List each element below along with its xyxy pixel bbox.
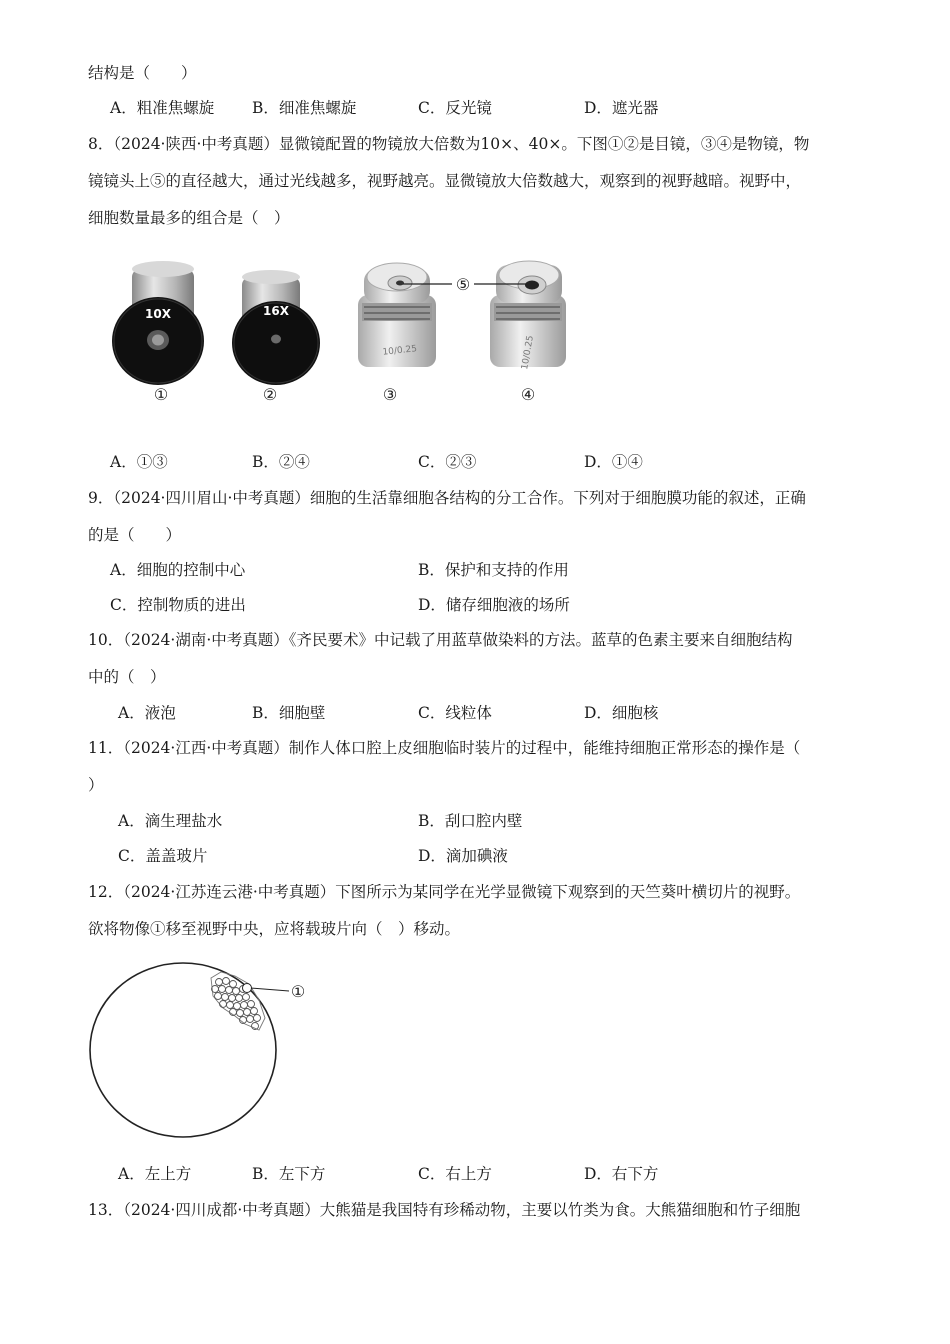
- microscope-field-of-view-figure: [85, 960, 325, 1145]
- q7-option-a[interactable]: A．粗准焦螺旋: [110, 99, 215, 117]
- eyepiece-16x: [232, 270, 320, 385]
- q9-stem-line1: 9．（2024·四川眉山·中考真题）细胞的生活靠细胞各结构的分工合作。下列对于细胞膜功能的叙述，正确: [88, 489, 806, 507]
- objective4-text: 10/0.25: [520, 334, 536, 371]
- q7-option-b[interactable]: B．细准焦螺旋: [252, 99, 357, 117]
- fig-label-target: ①: [290, 982, 306, 1001]
- q8-stem-line1: 8．（2024·陕西·中考真题）显微镜配置的物镜放大倍数为10×、40×。下图①②是目镜，③④是物镜，物: [88, 135, 810, 153]
- target-cell: [243, 984, 252, 993]
- q12-stem-line2: 欲将物像①移至视野中央，应将载玻片向（ ）移动。: [88, 920, 461, 938]
- fig-label-3: ③: [382, 385, 398, 404]
- microscope-lenses-figure: [100, 255, 580, 415]
- q13-stem-line1: 13．（2024·四川成都·中考真题）大熊猫是我国特有珍稀动物，主要以竹类为食。大熊猫细胞和竹子细胞: [88, 1201, 801, 1219]
- q7-option-c[interactable]: C．反光镜: [418, 99, 492, 117]
- eyepiece1-mark: 10X: [145, 307, 171, 321]
- q9-stem-line2: 的是（ ）: [88, 526, 182, 544]
- callout-label-5: ⑤: [455, 275, 471, 294]
- q11-option-a[interactable]: A．滴生理盐水: [118, 812, 223, 830]
- q8-option-b[interactable]: B．②④: [252, 453, 310, 471]
- q8-option-a[interactable]: A．①③: [110, 453, 168, 471]
- q10-option-c[interactable]: C．线粒体: [418, 704, 492, 722]
- q8-stem-line2: 镜镜头上⑤的直径越大，通过光线越多，视野越亮。显微镜放大倍数越大，观察到的视野越暗。视野中，: [88, 172, 802, 190]
- q9-option-d[interactable]: D．储存细胞液的场所: [418, 596, 570, 614]
- q12-option-a[interactable]: A．左上方: [118, 1165, 192, 1183]
- q9-option-b[interactable]: B．保护和支持的作用: [418, 561, 569, 579]
- q10-option-b[interactable]: B．细胞壁: [252, 704, 326, 722]
- q11-option-b[interactable]: B．刮口腔内壁: [418, 812, 523, 830]
- q8-option-d[interactable]: D．①④: [584, 453, 643, 471]
- eyepiece-10x: [112, 261, 204, 385]
- objective-3: [358, 263, 436, 367]
- q11-stem-line1: 11．（2024·江西·中考真题）制作人体口腔上皮细胞临时装片的过程中，能维持细胞正常形态的操作是（: [88, 739, 801, 757]
- q11-stem-line2: ）: [88, 776, 104, 794]
- q12-stem-line1: 12．（2024·江苏连云港·中考真题）下图所示为某同学在光学显微镜下观察到的天竺葵叶横切片的视野。: [88, 883, 801, 901]
- q8-stem-line3: 细胞数量最多的组合是（ ）: [88, 209, 290, 227]
- objective3-text: 10/0.25: [382, 344, 418, 358]
- q12-option-d[interactable]: D．右下方: [584, 1165, 659, 1183]
- fig-label-1: ①: [153, 385, 169, 404]
- q7-option-d[interactable]: D．遮光器: [584, 99, 659, 117]
- q11-option-c[interactable]: C．盖盖玻片: [118, 847, 208, 865]
- q10-option-d[interactable]: D．细胞核: [584, 704, 659, 722]
- fig-label-4: ④: [520, 385, 536, 404]
- q9-option-a[interactable]: A．细胞的控制中心: [110, 561, 246, 579]
- target-callout-line: [251, 988, 289, 991]
- q12-option-c[interactable]: C．右上方: [418, 1165, 492, 1183]
- q10-option-a[interactable]: A．液泡: [118, 704, 176, 722]
- q9-option-c[interactable]: C．控制物质的进出: [110, 596, 246, 614]
- objective-4: [490, 261, 566, 371]
- fig-label-2: ②: [262, 385, 278, 404]
- q10-stem-line1: 10．（2024·湖南·中考真题）《齐民要术》中记载了用蓝草做染料的方法。蓝草的色素主要来自细胞结构: [88, 631, 793, 649]
- q11-option-d[interactable]: D．滴加碘液: [418, 847, 508, 865]
- eyepiece2-mark: 16X: [263, 304, 289, 318]
- q12-option-b[interactable]: B．左下方: [252, 1165, 326, 1183]
- q8-option-c[interactable]: C．②③: [418, 453, 477, 471]
- q10-stem-line2: 中的（ ）: [88, 668, 166, 686]
- q7-stem-tail: 结构是（ ）: [88, 64, 197, 82]
